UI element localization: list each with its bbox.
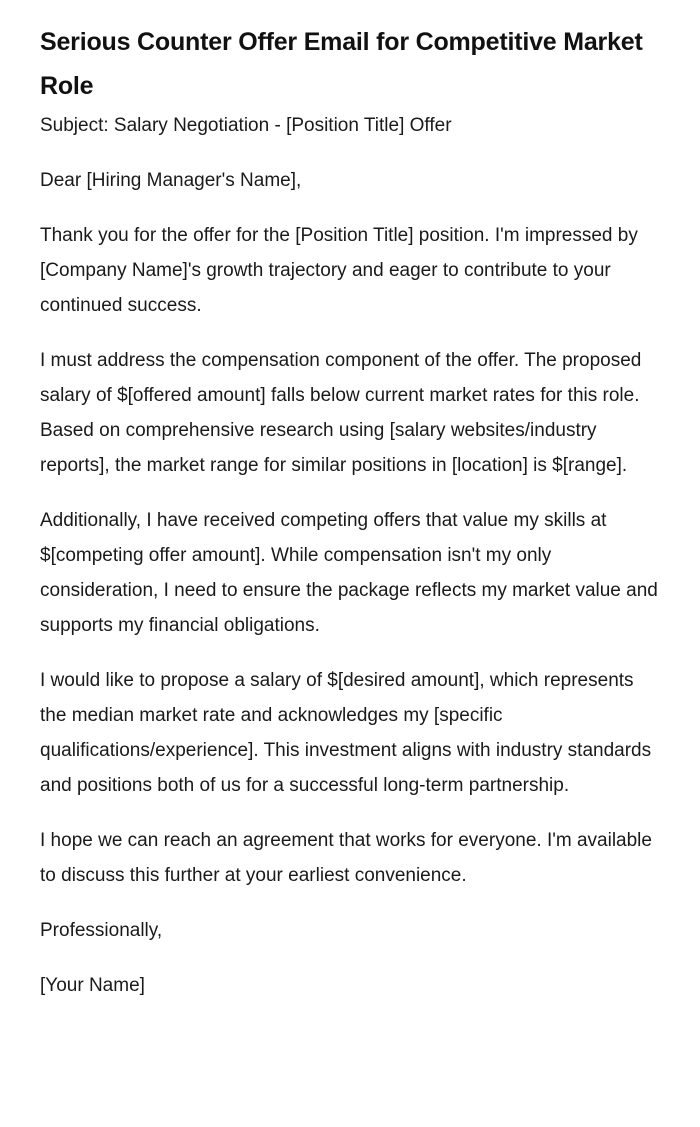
body-paragraph-conclusion: I hope we can reach an agreement that works for everyone. I'm available to discuss this further at your earliest convenience. xyxy=(40,830,652,886)
body-paragraph-competing-offers: Additionally, I have received competing offers that value my skills at $[competing offer amount]. While compensation isn't my only consideration, I need to ensure the package reflects my market value and supports my financial obligations. xyxy=(40,510,658,636)
document-title: Serious Counter Offer Email for Competitive Market Role xyxy=(40,28,643,100)
email-greeting: Dear [Hiring Manager's Name], xyxy=(40,170,302,191)
email-closing: Professionally, xyxy=(40,920,163,941)
body-paragraph-compensation: I must address the compensation component of the offer. The proposed salary of $[offered amount] falls below current market rates for this role. Based on comprehensive research using [salary websites/industry reports], the market range for similar positions in [location] is $[range]. xyxy=(40,350,642,476)
email-subject-line: Subject: Salary Negotiation - [Position Title] Offer xyxy=(40,115,452,136)
email-signature: [Your Name] xyxy=(40,975,145,996)
body-paragraph-proposal: I would like to propose a salary of $[desired amount], which represents the median market rate and acknowledges my [specific qualifications/experience]. This investment aligns with industry standards and positions both of us for a successful long-term partnership. xyxy=(40,670,652,796)
body-paragraph-thanks: Thank you for the offer for the [Position Title] position. I'm impressed by [Company Name]'s growth trajectory and eager to contribute to your continued success. xyxy=(40,225,638,316)
